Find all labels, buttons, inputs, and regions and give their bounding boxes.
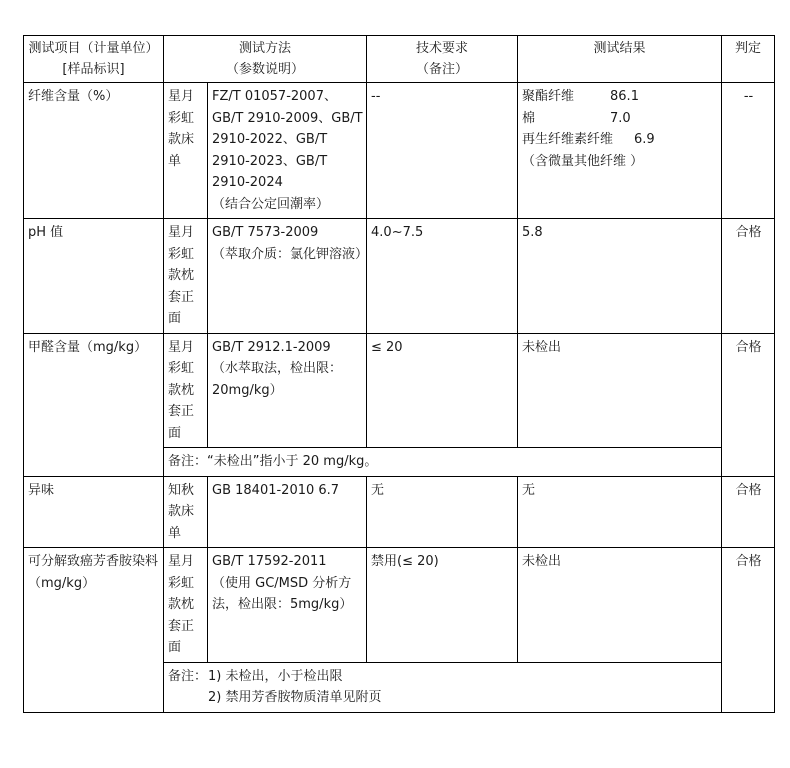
row-result: 无 (518, 476, 722, 548)
method-note: （使用 GC/MSD 分析方法，检出限：5mg/kg） (212, 575, 353, 612)
row-judgement: 合格 (722, 219, 775, 334)
row-method (208, 83, 367, 219)
method-note: （结合公定回潮率） (212, 196, 330, 212)
remark-prefix: 备注： (168, 668, 208, 684)
header-method: 测试方法 （参数说明） (164, 36, 367, 83)
row-judgement: 合格 (722, 333, 775, 476)
method-standard: FZ/T 01057-2007、GB/T 2910-2009、GB/T 2910-2022、GB/T 2910-2023、GB/T 2910-2024 (212, 89, 363, 190)
row-requirement: 无 (367, 476, 518, 548)
row-item: pH 值 (24, 219, 164, 334)
result-note: （含微量其他纤维 ） (522, 153, 644, 169)
table-row (24, 476, 775, 548)
fiber-item (522, 129, 718, 151)
row-result (518, 83, 722, 219)
header-result: 测试结果 (518, 36, 722, 83)
fiber-item (522, 86, 718, 108)
row-item: 可分解致癌芳香胺染料（mg/kg） (24, 548, 164, 713)
row-sample: 知秋款床单 (164, 476, 208, 548)
table-row (24, 548, 775, 663)
method-note: （萃取介质：氯化钾溶液） (212, 246, 369, 262)
remark-item: 1) 未检出，小于检出限 (208, 668, 343, 684)
method-standard: GB/T 17592-2011 (212, 554, 327, 569)
row-requirement: 禁用(≤ 20) (367, 548, 518, 663)
fiber-name: 再生纤维素纤维 (522, 132, 614, 147)
row-method (208, 476, 367, 548)
row-result: 未检出 (518, 548, 722, 663)
fiber-name: 棉 (522, 110, 536, 126)
row-method (208, 548, 367, 663)
header-requirement: 技术要求 （备注） (367, 36, 518, 83)
header-item: 测试项目（计量单位） [样品标识] (24, 36, 164, 83)
row-item: 异味 (24, 476, 164, 548)
fiber-value: 86.1 (610, 89, 639, 104)
row-item: 甲醛含量（mg/kg） (24, 333, 164, 476)
method-note: （水萃取法，检出限：20mg/kg） (212, 361, 343, 398)
remark-item: 2) 禁用芳香胺物质清单见附页 (208, 690, 382, 705)
table-header-row (24, 36, 775, 83)
table-row (24, 219, 775, 334)
method-standard: GB 18401-2010 6.7 (212, 482, 340, 498)
row-method (208, 333, 367, 448)
row-sample: 星月彩虹款枕套正面 (164, 219, 208, 334)
row-requirement: 4.0~7.5 (367, 219, 518, 334)
fiber-name: 聚酯纤维 (522, 89, 575, 104)
method-standard: GB/T 2912.1-2009 (212, 339, 331, 355)
row-item: 纤维含量（%） (24, 83, 164, 219)
method-standard: GB/T 7573-2009 (212, 225, 319, 240)
table-row (24, 83, 775, 219)
row-sample: 星月彩虹款床单 (164, 83, 208, 219)
row-result: 未检出 (518, 333, 722, 448)
fiber-item (522, 108, 718, 130)
table-row (24, 333, 775, 448)
row-requirement: -- (367, 83, 518, 219)
row-method (208, 219, 367, 334)
row-result: 5.8 (518, 219, 722, 334)
row-judgement: 合格 (722, 476, 775, 548)
fiber-value: 7.0 (610, 110, 631, 126)
row-judgement: -- (722, 83, 775, 219)
fiber-value: 6.9 (634, 132, 655, 147)
row-requirement: ≤ 20 (367, 333, 518, 448)
row-remark: 备注：“未检出”指小于 20 mg/kg。 (164, 448, 722, 477)
row-sample: 星月彩虹款枕套正面 (164, 548, 208, 663)
test-results-table (23, 35, 775, 713)
row-judgement: 合格 (722, 548, 775, 713)
row-sample: 星月彩虹款枕套正面 (164, 333, 208, 448)
header-judgement: 判定 (722, 36, 775, 83)
row-remark (164, 662, 722, 712)
